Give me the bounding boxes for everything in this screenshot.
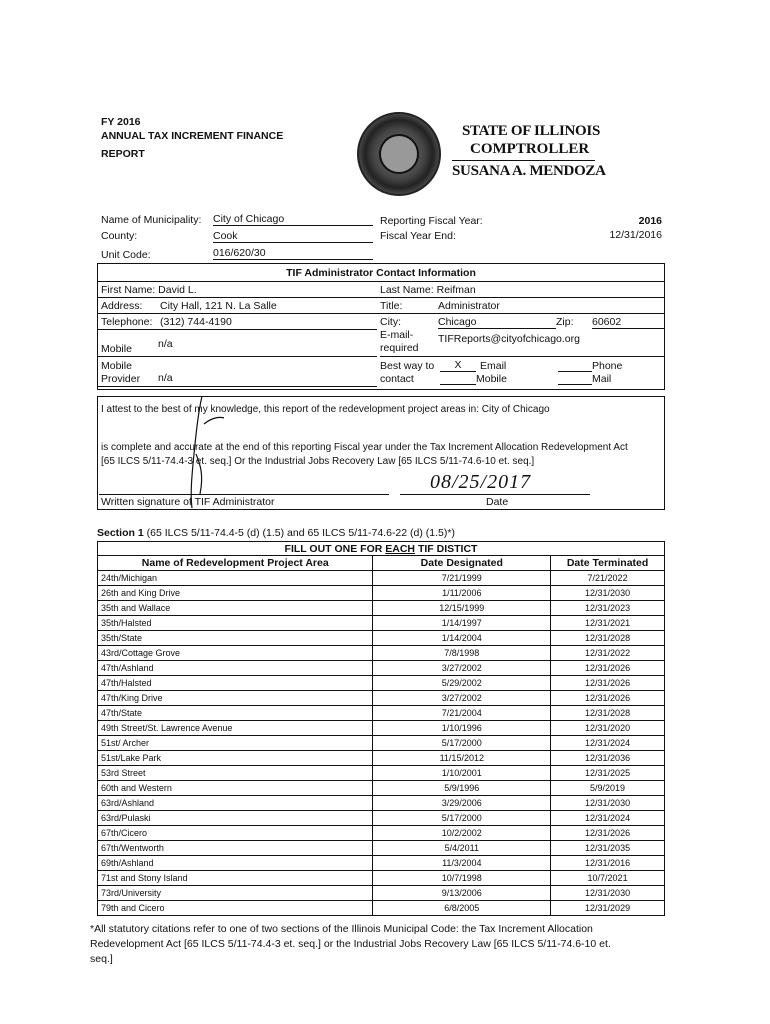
option-email: Email — [480, 360, 507, 372]
cell-terminated: 12/31/2016 — [551, 856, 665, 871]
title-value: Administrator — [438, 300, 500, 312]
cell-designated: 7/21/2004 — [373, 706, 551, 721]
cell-name: 67th/Wentworth — [98, 841, 373, 856]
reporting-fy-label: Reporting Fiscal Year: — [380, 215, 483, 227]
table-row — [98, 706, 665, 721]
city-label: City: — [380, 316, 401, 328]
cell-terminated: 12/31/2026 — [551, 691, 665, 706]
table-row — [98, 691, 665, 706]
last-name: Last Name: Reifman — [380, 284, 476, 296]
state-seal-icon — [357, 112, 441, 196]
cell-name: 49th Street/St. Lawrence Avenue — [98, 721, 373, 736]
cell-terminated: 12/31/2028 — [551, 631, 665, 646]
cell-designated: 5/17/2000 — [373, 811, 551, 826]
cell-name: 24th/Michigan — [98, 571, 373, 586]
table-row — [98, 676, 665, 691]
option-mail: Mail — [592, 373, 612, 385]
cell-designated: 6/8/2005 — [373, 901, 551, 916]
cell-name: 63rd/Pulaski — [98, 811, 373, 826]
table-row — [98, 601, 665, 616]
cell-name: 35th and Wallace — [98, 601, 373, 616]
mobile-label: Mobile — [101, 343, 132, 355]
col-designated-header: Date Designated — [373, 556, 551, 571]
cell-terminated: 12/31/2022 — [551, 646, 665, 661]
county-value: Cook — [213, 230, 373, 243]
unit-code-label: Unit Code: — [101, 249, 151, 261]
cell-designated: 11/15/2012 — [373, 751, 551, 766]
cell-name: 67th/Cicero — [98, 826, 373, 841]
email-checkmark: X — [440, 359, 476, 372]
cell-terminated: 12/31/2036 — [551, 751, 665, 766]
cell-designated: 5/29/2002 — [373, 676, 551, 691]
email-value: TIFReports@cityofchicago.org — [438, 333, 580, 345]
cell-designated: 3/27/2002 — [373, 661, 551, 676]
table-row — [98, 631, 665, 646]
table-row — [98, 616, 665, 631]
table-row — [98, 871, 665, 886]
municipality-label: Name of Municipality: — [101, 214, 202, 226]
cell-name: 26th and King Drive — [98, 586, 373, 601]
attest-line3: [65 ILCS 5/11-74.4-3 et. seq.] Or the Industrial Jobs Recovery Law [65 ILCS 5/11-74.6-10 et. seq.] — [101, 456, 535, 467]
best-contact-label2: contact — [380, 373, 414, 385]
cell-designated: 1/10/1996 — [373, 721, 551, 736]
cell-designated: 10/7/1998 — [373, 871, 551, 886]
signature-label: Written signature of TIF Administrator — [101, 496, 275, 508]
table-row — [98, 856, 665, 871]
cell-name: 60th and Western — [98, 781, 373, 796]
cell-name: 51st/Lake Park — [98, 751, 373, 766]
cell-designated: 7/21/1999 — [373, 571, 551, 586]
cell-name: 47th/State — [98, 706, 373, 721]
reporting-fy-value: 2016 — [638, 215, 662, 227]
col-terminated-header: Date Terminated — [551, 556, 665, 571]
comptroller-name: SUSANA A. MENDOZA — [452, 163, 606, 179]
table-row — [98, 901, 665, 916]
mobile-provider-label2: Provider — [101, 373, 141, 385]
county-label: County: — [101, 230, 138, 242]
zip-label: Zip: — [556, 316, 574, 328]
cell-designated: 12/15/1999 — [373, 601, 551, 616]
cell-name: 35th/State — [98, 631, 373, 646]
cell-designated: 10/2/2002 — [373, 826, 551, 841]
table-row — [98, 766, 665, 781]
cell-name: 69th/Ashland — [98, 856, 373, 871]
cell-terminated: 12/31/2023 — [551, 601, 665, 616]
telephone-label: Telephone: — [101, 316, 153, 328]
cell-terminated: 12/31/2021 — [551, 616, 665, 631]
cell-designated: 5/4/2011 — [373, 841, 551, 856]
table-row — [98, 661, 665, 676]
cell-designated: 11/3/2004 — [373, 856, 551, 871]
city-value: Chicago — [438, 316, 556, 329]
first-name: First Name: David L. — [101, 284, 197, 296]
table-row — [98, 811, 665, 826]
address-label: Address: — [101, 300, 143, 312]
cell-terminated: 12/31/2026 — [551, 826, 665, 841]
cell-name: 53rd Street — [98, 766, 373, 781]
option-phone: Phone — [592, 360, 623, 372]
handwritten-date: 08/25/2017 — [430, 471, 532, 493]
state-name: STATE OF ILLINOIS — [462, 123, 601, 139]
telephone-value: (312) 744-4190 — [160, 316, 232, 328]
email-required-label: required — [380, 342, 419, 354]
table-row — [98, 586, 665, 601]
report-title-line1: ANNUAL TAX INCREMENT FINANCE — [101, 130, 284, 142]
cell-designated: 7/8/1998 — [373, 646, 551, 661]
cell-terminated: 12/31/2030 — [551, 796, 665, 811]
table-row — [98, 781, 665, 796]
cell-name: 35th/Halsted — [98, 616, 373, 631]
cell-designated: 1/10/2001 — [373, 766, 551, 781]
mobile-value: n/a — [158, 338, 173, 350]
table-row — [98, 646, 665, 661]
title-label: Title: — [380, 300, 403, 312]
attest-line2: is complete and accurate at the end of this reporting Fiscal year under the Tax Increment Allocation Redevelopment Act — [101, 442, 628, 453]
cell-name: 51st/ Archer — [98, 736, 373, 751]
cell-name: 47th/King Drive — [98, 691, 373, 706]
zip-value: 60602 — [592, 316, 664, 329]
section1-title: Section 1 (65 ILCS 5/11-74.4-5 (d) (1.5) and 65 ILCS 5/11-74.6-22 (d) (1.5)*) — [97, 527, 455, 539]
cell-designated: 1/14/1997 — [373, 616, 551, 631]
cell-terminated: 12/31/2020 — [551, 721, 665, 736]
cell-designated: 5/17/2000 — [373, 736, 551, 751]
cell-designated: 3/29/2006 — [373, 796, 551, 811]
cell-designated: 9/13/2006 — [373, 886, 551, 901]
cell-terminated: 5/9/2019 — [551, 781, 665, 796]
report-title-line2: REPORT — [101, 148, 145, 160]
best-contact-label1: Best way to — [380, 360, 435, 372]
municipality-name: City of Chicago — [213, 213, 373, 226]
tif-districts-table — [97, 541, 665, 916]
cell-name: 47th/Ashland — [98, 661, 373, 676]
cell-terminated: 12/31/2026 — [551, 676, 665, 691]
cell-terminated: 12/31/2029 — [551, 901, 665, 916]
cell-designated: 3/27/2002 — [373, 691, 551, 706]
cell-terminated: 12/31/2024 — [551, 736, 665, 751]
fy-end-value: 12/31/2016 — [609, 229, 662, 241]
cell-name: 43rd/Cottage Grove — [98, 646, 373, 661]
signature-mark — [180, 394, 230, 510]
fiscal-year-label: FY 2016 — [101, 116, 141, 128]
cell-designated: 1/14/2004 — [373, 631, 551, 646]
cell-terminated: 12/31/2024 — [551, 811, 665, 826]
option-mobile: Mobile — [476, 373, 507, 385]
cell-terminated: 12/31/2030 — [551, 586, 665, 601]
mobile-provider-value: n/a — [158, 372, 173, 384]
cell-name: 73rd/University — [98, 886, 373, 901]
unit-code-value: 016/620/30 — [213, 247, 373, 260]
table-row — [98, 571, 665, 586]
contact-section-title: TIF Administrator Contact Information — [286, 267, 476, 279]
cell-name: 63rd/Ashland — [98, 796, 373, 811]
attest-line1: I attest to the best of my knowledge, this report of the redevelopment project areas in: City of Chicago — [101, 404, 550, 415]
table-row — [98, 841, 665, 856]
cell-terminated: 12/31/2026 — [551, 661, 665, 676]
table-row — [98, 736, 665, 751]
cell-name: 79th and Cicero — [98, 901, 373, 916]
table-row — [98, 751, 665, 766]
footnote: *All statutory citations refer to one of two sections of the Illinois Municipal Code: the Tax Increment Allocation Redevelopment Act [65 ILCS 5/11-74.4-3 et. seq.] or the Industrial Jobs Recovery Law [65 ILCS 5/11-74.6-10 et. seq.] — [90, 923, 611, 965]
cell-designated: 5/9/1996 — [373, 781, 551, 796]
table-row — [98, 826, 665, 841]
cell-terminated: 12/31/2035 — [551, 841, 665, 856]
cell-terminated: 10/7/2021 — [551, 871, 665, 886]
cell-terminated: 12/31/2028 — [551, 706, 665, 721]
fy-end-label: Fiscal Year End: — [380, 230, 456, 242]
cell-designated: 1/11/2006 — [373, 586, 551, 601]
cell-terminated: 7/21/2022 — [551, 571, 665, 586]
date-label: Date — [486, 496, 509, 508]
mobile-provider-label1: Mobile — [101, 360, 132, 372]
table-row — [98, 721, 665, 736]
table-row — [98, 796, 665, 811]
cell-terminated: 12/31/2025 — [551, 766, 665, 781]
cell-terminated: 12/31/2030 — [551, 886, 665, 901]
table-row — [98, 886, 665, 901]
address-value: City Hall, 121 N. La Salle — [160, 300, 277, 312]
fill-out-instruction: FILL OUT ONE FOR EACH TIF DISTICT — [98, 542, 665, 556]
cell-name: 47th/Halsted — [98, 676, 373, 691]
email-label: E-mail- — [380, 329, 414, 341]
cell-name: 71st and Stony Island — [98, 871, 373, 886]
col-name-header: Name of Redevelopment Project Area — [98, 556, 373, 571]
comptroller-office: COMPTROLLER — [470, 141, 590, 157]
